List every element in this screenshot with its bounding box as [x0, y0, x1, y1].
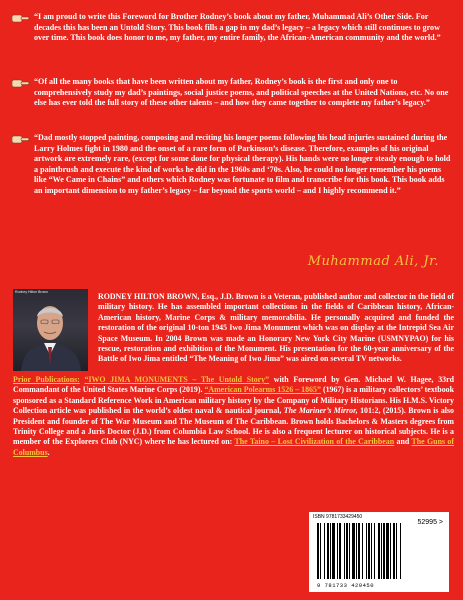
- book-title-iwo-jima[interactable]: “IWO JIMA MONUMENTS – The Untold Story”: [84, 375, 270, 384]
- quote-2: [12, 77, 452, 109]
- photo-caption: Rodney Hilton Brown: [15, 290, 48, 294]
- lecture-title-guns-of-columbus[interactable]: The Guns of Columbus: [13, 437, 454, 457]
- quote-1: [12, 12, 452, 44]
- quote-3-text: “Dad mostly stopped painting, composing and reciting his longer poems following his head injuries sustained during the Larry Holmes fight in 1980 and the onset of a rare form of Parkinson’s disease. Therefore, examples of his original artwork are extremely rare, (except for some done for physical therapy). His hands were no longer steady enough to hold a paintbrush and execute the kind of works he did in the 1960s and ‘70s. Also, he could no longer remember his poems like “We Came in Chains” and others which Rodney was fortunate to film and transcribe for this book. This book adds an important dimension to my father’s legacy – far beyond the sports world – and I highly recommend it.”: [34, 133, 451, 195]
- prior-publications: [13, 375, 454, 458]
- prior-text-3: 101:2, (2015). Brown is also President and founder of The War Museum and The Museum of The Caribbean. Brown holds Bachelors & Masters degrees from Trinity College and a Juris Doctor (J.D.) from Columbia Law School. He is also a frequent lecturer on historical subjects. He is a member of the Explorers Club (NYC) where he has lectured on:: [13, 406, 454, 447]
- portrait-graphic: [13, 289, 88, 371]
- quote-2-text: “Of all the many books that have been written about my father, Rodney’s book is the first and only one to comprehensively study my dad’s paintings, social justice poems, and political speeches at the United Nations, etc. No one else has ever told the full story of these other talents – and how they came together to complete my father’s legacy.”: [34, 77, 449, 108]
- isbn-text: ISBN 9781733429450: [313, 514, 363, 520]
- prior-text-2: (1967) is a military collectors’ textbook sponsored as a Standard Reference Work in American military history by the Company of Military Historians. His H.M.S. Victory Collection article was published in the world’s oldest naval & nautical journal,: [13, 385, 454, 416]
- price-code: 52995 >: [417, 519, 443, 526]
- book-title-american-polearms[interactable]: “American Polearms 1526 – 1865”: [204, 385, 321, 395]
- quote-1-text: “I am proud to write this Foreword for Brother Rodney’s book about my father, Muhammad Ali’s Other Side. For decades this has been an Untold Story. This book fills a gap in my dad’s legacy – a legacy which still continues to grow over time. This book does honor to me, my father, my entire family, the African-American community and the world.”: [34, 12, 441, 43]
- pointing-hand-icon: [12, 79, 30, 88]
- quote-3: [12, 133, 452, 197]
- barcode-digits: 9 781733 429450: [317, 582, 375, 589]
- author-photo: [13, 289, 88, 371]
- barcode-graphic: [313, 521, 445, 581]
- prior-publications-label: Prior Publications:: [13, 375, 80, 384]
- pointing-hand-icon: [12, 14, 30, 23]
- author-bio: RODNEY HILTON BROWN, Esq., J.D. Brown is a Veteran, published author and collector in the field of military history. He has assembled important collections in the fields of Caribbean history, African-American history, Marine Corps & military memorabilia. He personally acquired and funded the restoration of the original 10-ton 1945 Iwo Jima Monument which was on display at the Intrepid Sea Air Space Museum. In 2004 Brown was made an Honorary New York City Marine (USMNYPAO) for his rescue, restoration and exhibition of the Monument. His presentation for the 60-year anniversary of the Battle of Iwo Jima entitled “The Meaning of Iwo Jima” was aired on several TV networks.: [98, 292, 454, 364]
- barcode-box: [309, 512, 449, 592]
- pointing-hand-icon: [12, 135, 30, 144]
- journal-title: The Mariner’s Mirror,: [283, 406, 358, 416]
- lecture-title-taino[interactable]: The Taino – Lost Civilization of the Caribbean: [234, 437, 395, 447]
- signature: Muhammad Ali, Jr.: [307, 254, 439, 269]
- prior-text-1: with Foreword by Gen. Michael W. Hagee, 33rd Commandant of the United States Marine Corps (2019).: [13, 375, 455, 395]
- prior-text-5: .: [47, 447, 50, 457]
- prior-text-4: and: [394, 437, 412, 447]
